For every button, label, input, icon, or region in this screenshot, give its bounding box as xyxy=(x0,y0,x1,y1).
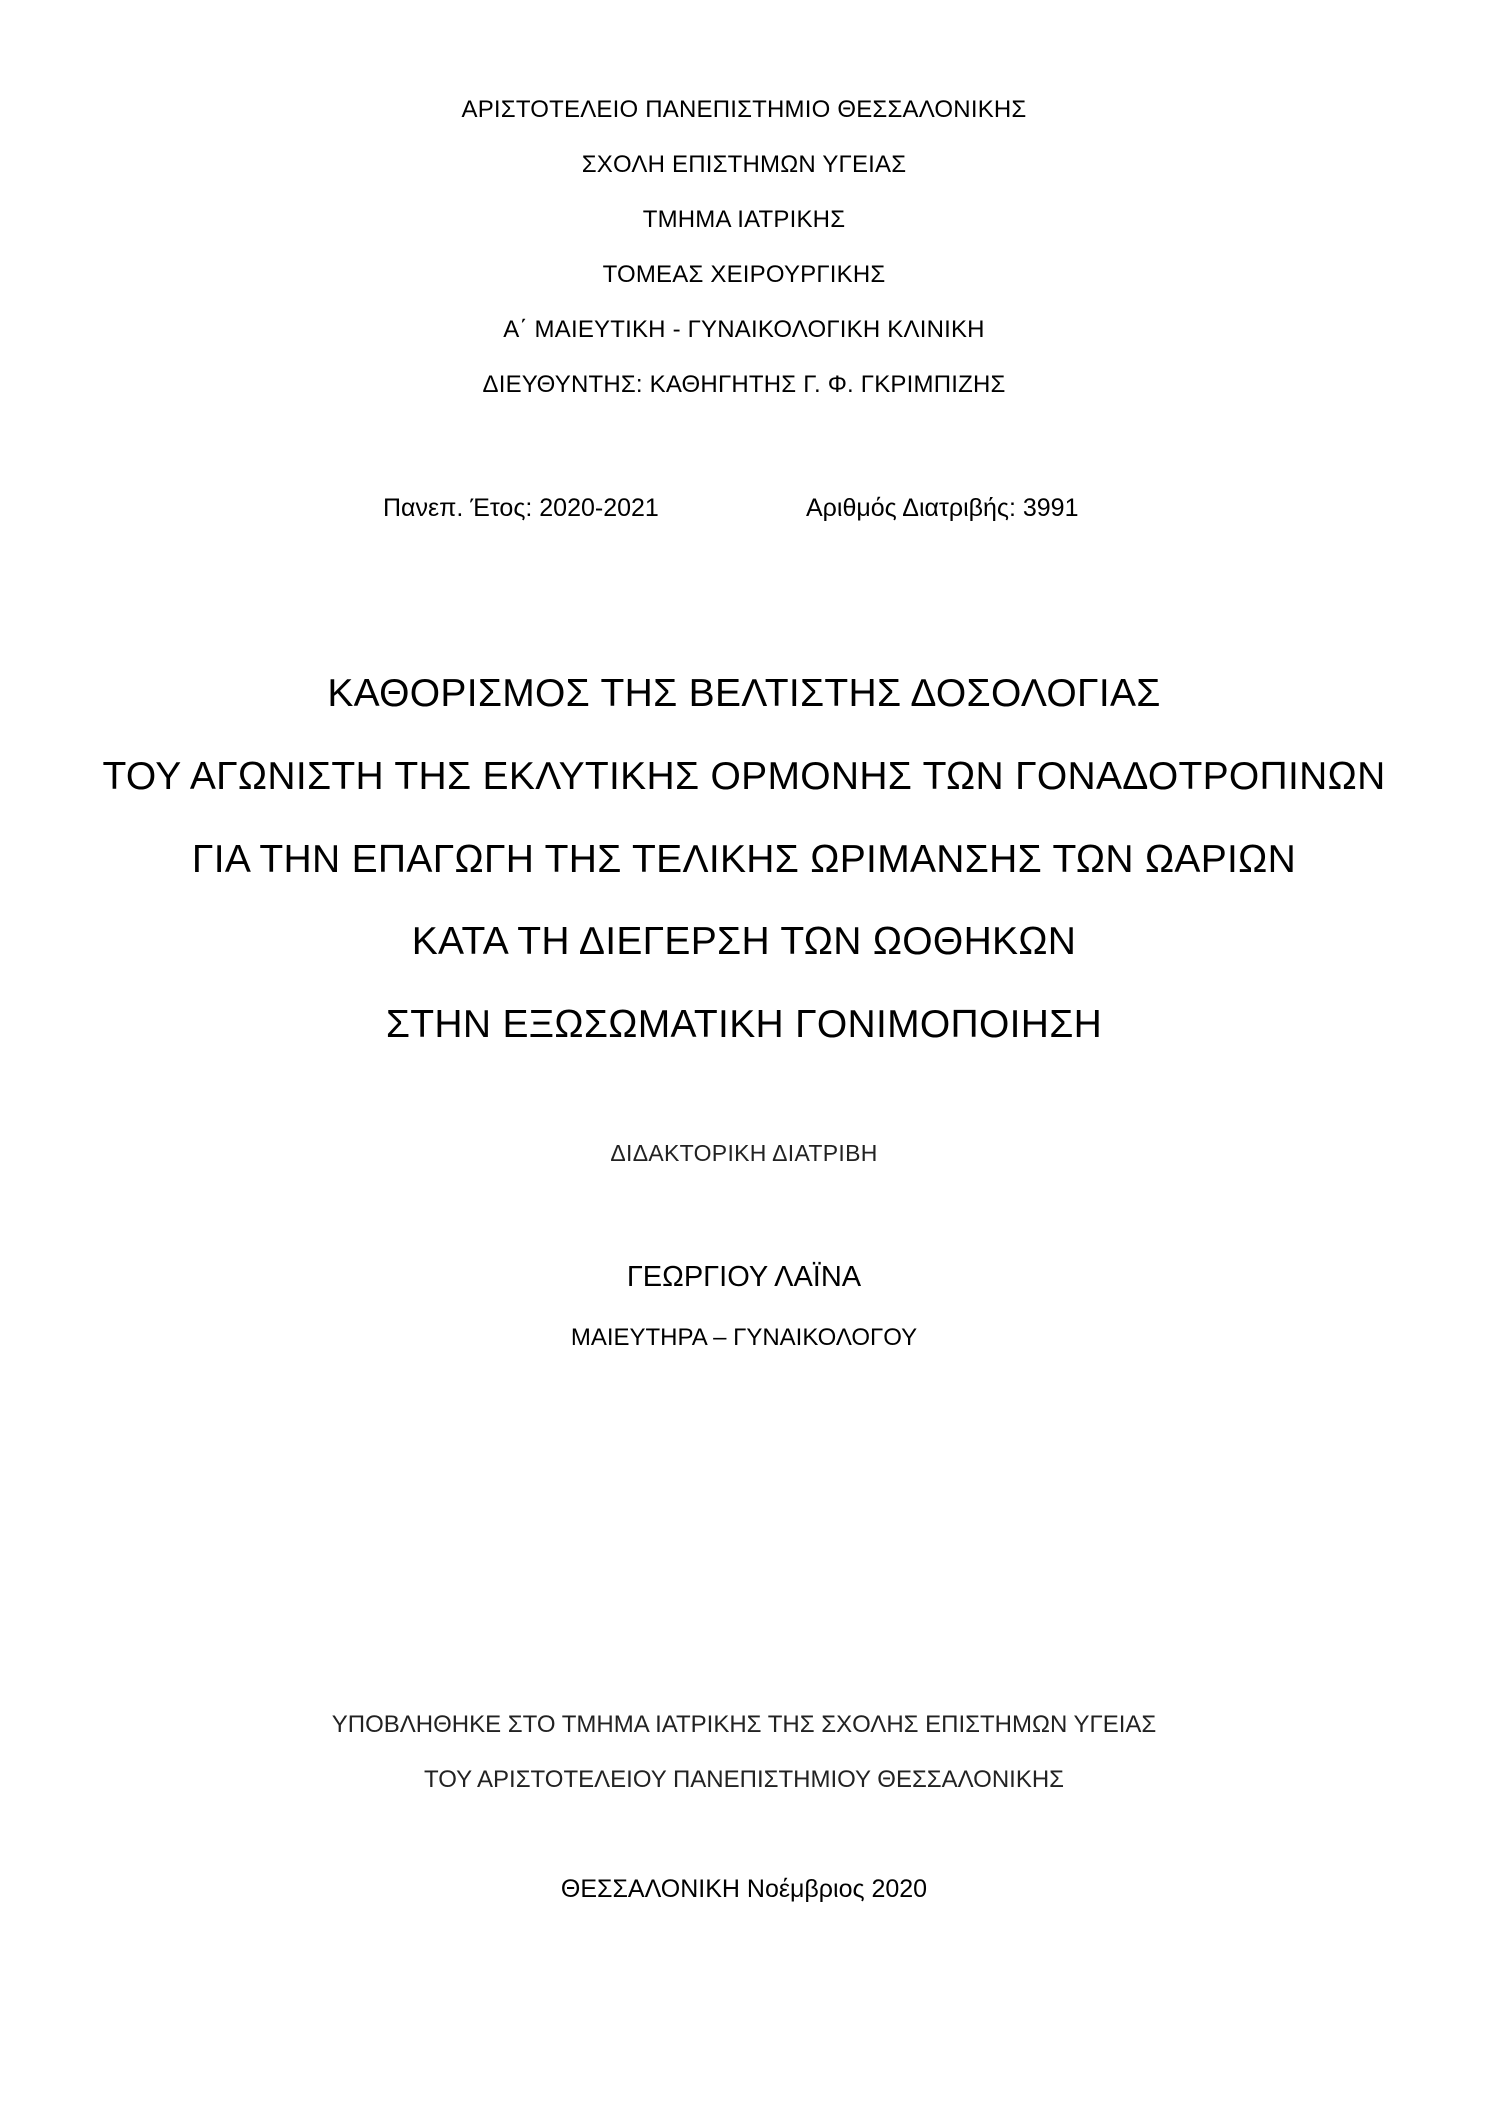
sector-name: ΤΟΜΕΑΣ ΧΕΙΡΟΥΡΓΙΚΗΣ xyxy=(602,261,886,288)
submission-line-2: ΤΟΥ ΑΡΙΣΤΟΤΕΛΕΙΟΥ ΠΑΝΕΠΙΣΤΗΜΙΟΥ ΘΕΣΣΑΛΟΝΙΚΗΣ xyxy=(424,1766,1064,1793)
author-role: ΜΑΙΕΥΤΗΡΑ – ΓΥΝΑΙΚΟΛΟΓΟΥ xyxy=(570,1324,918,1351)
thesis-title-line-3: ΓΙΑ ΤΗΝ ΕΠΑΓΩΓΗ ΤΗΣ ΤΕΛΙΚΗΣ ΩΡΙΜΑΝΣΗΣ ΤΩΝ ΩΑΡΙΩΝ xyxy=(191,838,1297,881)
clinic-name: Α΄ ΜΑΙΕΥΤΙΚΗ - ΓΥΝΑΙΚΟΛΟΓΙΚΗ ΚΛΙΝΙΚΗ xyxy=(503,316,985,343)
thesis-title-line-1: ΚΑΘΟΡΙΣΜΟΣ ΤΗΣ ΒΕΛΤΙΣΤΗΣ ΔΟΣΟΛΟΓΙΑΣ xyxy=(327,672,1161,715)
academic-year: Πανεπ. Έτος: 2020-2021 xyxy=(383,494,659,522)
department-name: ΤΜΗΜΑ ΙΑΤΡΙΚΗΣ xyxy=(642,206,846,233)
submission-line-1: ΥΠΟΒΛΗΘΗΚΕ ΣΤΟ ΤΜΗΜΑ ΙΑΤΡΙΚΗΣ ΤΗΣ ΣΧΟΛΗΣ ΕΠΙΣΤΗΜΩΝ ΥΓΕΙΑΣ xyxy=(331,1711,1157,1738)
thesis-number: Αριθμός Διατριβής: 3991 xyxy=(806,494,1079,522)
school-name: ΣΧΟΛΗ ΕΠΙΣΤΗΜΩΝ ΥΓΕΙΑΣ xyxy=(581,151,907,178)
director-line: ΔΙΕΥΘΥΝΤΗΣ: ΚΑΘΗΓΗΤΗΣ Γ. Φ. ΓΚΡΙΜΠΙΖΗΣ xyxy=(482,371,1006,398)
thesis-title-line-2: ΤΟΥ ΑΓΩΝΙΣΤΗ ΤΗΣ ΕΚΛΥΤΙΚΗΣ ΟΡΜΟΝΗΣ ΤΩΝ ΓΟΝΑΔΟΤΡΟΠΙΝΩΝ xyxy=(102,755,1386,798)
thesis-title-line-4: ΚΑΤΑ ΤΗ ΔΙΕΓΕΡΣΗ ΤΩΝ ΩΟΘΗΚΩΝ xyxy=(411,920,1077,963)
university-name: ΑΡΙΣΤΟΤΕΛΕΙΟ ΠΑΝΕΠΙΣΤΗΜΙΟ ΘΕΣΣΑΛΟΝΙΚΗΣ xyxy=(461,96,1027,123)
place-date: ΘΕΣΣΑΛΟΝΙΚΗ Νοέμβριος 2020 xyxy=(560,1875,928,1903)
thesis-title-line-5: ΣΤΗΝ ΕΞΩΣΩΜΑΤΙΚΗ ΓΟΝΙΜΟΠΟΙΗΣΗ xyxy=(385,1003,1103,1046)
author-name: ΓΕΩΡΓΙΟΥ ΛΑΪΝΑ xyxy=(626,1261,862,1293)
document-type: ΔΙΔΑΚΤΟΡΙΚΗ ΔΙΑΤΡΙΒΗ xyxy=(610,1140,878,1166)
